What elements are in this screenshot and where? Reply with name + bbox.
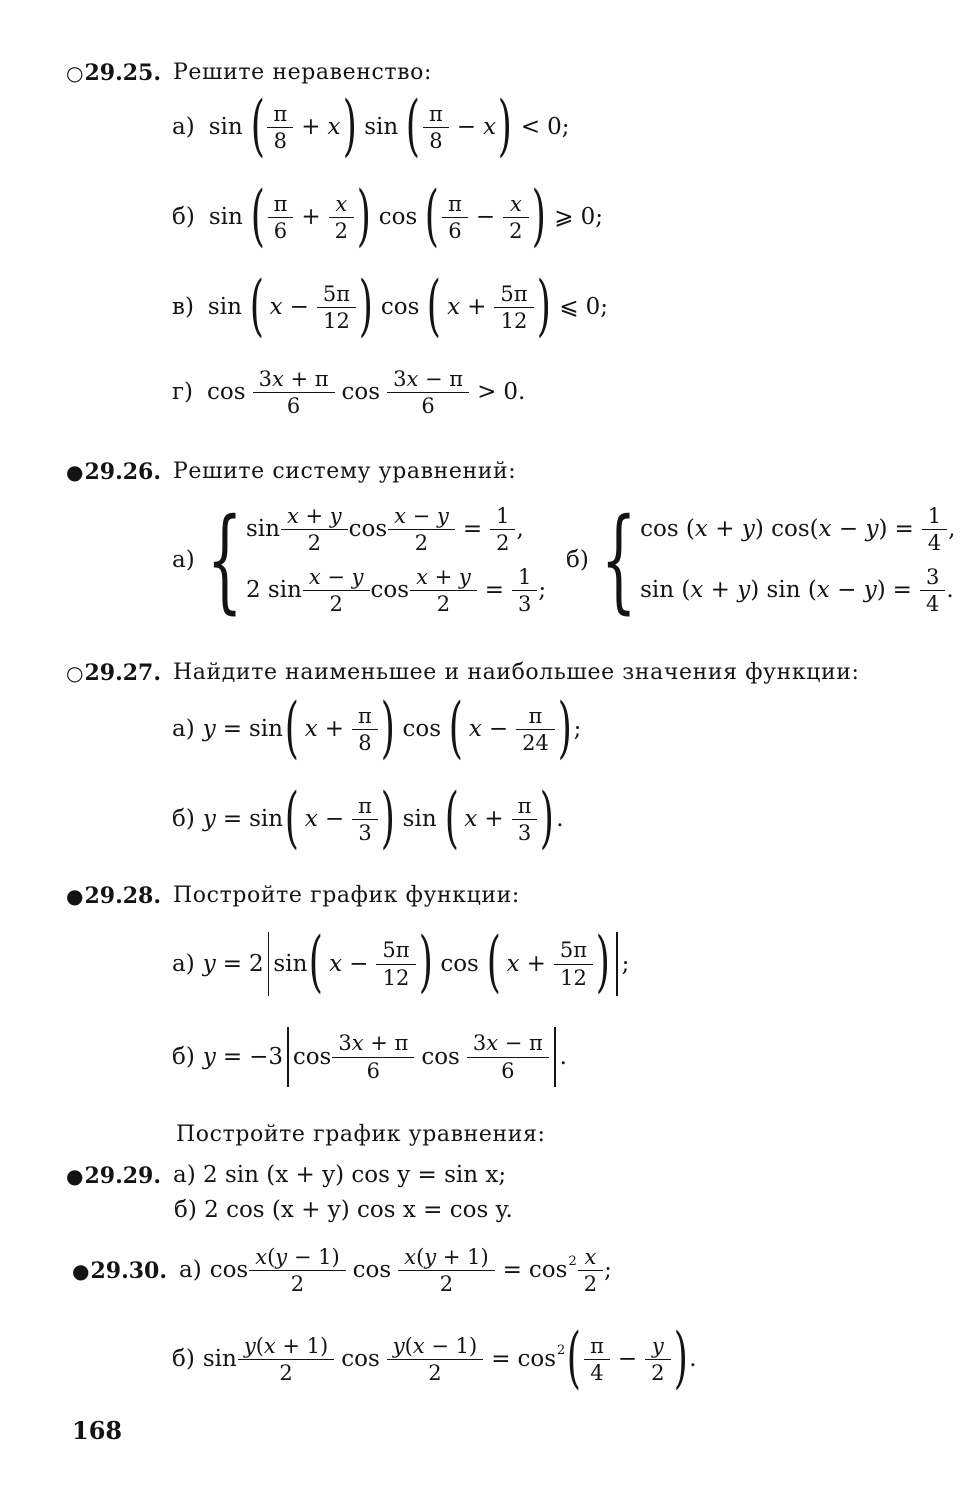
item-label: а) bbox=[172, 114, 195, 141]
item-label: б) bbox=[566, 546, 589, 573]
problem-number: 29.29. bbox=[84, 1162, 162, 1189]
page-number: 168 bbox=[72, 1416, 123, 1445]
item-label: б) bbox=[172, 806, 195, 833]
problem-mark: ● bbox=[66, 884, 84, 908]
item-label: г) bbox=[172, 379, 194, 406]
problem-29-27-header bbox=[66, 662, 860, 684]
section-intro: Постройте график уравнения: bbox=[176, 1122, 546, 1147]
problem-number: 29.26. bbox=[84, 459, 162, 485]
problem-29-25-b: б) sin ( $\frac{\pi}{6}$ + $\frac{x}{2}$ ) cos ( $\frac{\pi}{6}$ − $\frac{x}{2}$ ) ⩾ 0; bbox=[172, 177, 603, 254]
problem-mark: ○ bbox=[66, 61, 84, 85]
problem-mark: ○ bbox=[66, 661, 84, 685]
problem-29-30-a: ● 29.30. а) cos $\frac{x(y - 1)}{2}$ cos $\frac{x(y + 1)}{2}$ = cos 2 $\frac{x}{2}$ ; bbox=[72, 1245, 612, 1297]
problem-heading: Найдите наименьшее и наибольшее значения функции: bbox=[173, 660, 860, 685]
item-text: б) 2 cos (x + y) cos x = cos y. bbox=[174, 1197, 513, 1223]
problem-29-25-a: а) sin ( $\frac{\pi}{8}$ + x ) sin ( $\frac{\pi}{8}$ − x ) < 0; bbox=[172, 87, 570, 164]
problem-29-28-header bbox=[66, 885, 520, 907]
item-label: б) bbox=[172, 1043, 195, 1070]
item-label: а) bbox=[172, 950, 195, 977]
problem-29-25-header bbox=[66, 62, 432, 84]
item-label: б) bbox=[172, 1346, 195, 1373]
problem-29-26-header bbox=[66, 461, 516, 483]
problem-29-29-a bbox=[66, 1164, 506, 1187]
problem-29-26-a: а) { sin $\frac{x + y}{2}$ cos $\frac{x - y}{2}$ = $\frac{1}{2}$ , 2 sin $\frac{x - y}{2}$ cos $\frac{x + y}{2}$ = $\frac{1}{3}$ ; bbox=[172, 495, 547, 625]
problem-29-25-c: в) sin ( x − $\frac{5\pi}{12}$ ) cos ( x + $\frac{5\pi}{12}$ ) ⩽ 0; bbox=[172, 267, 608, 344]
item-text: а) 2 sin (x + y) cos y = sin x; bbox=[173, 1162, 507, 1188]
problem-heading: Решите неравенство: bbox=[173, 60, 433, 85]
problem-29-28-a: а) y = 2 sin ( x − $\frac{5\pi}{12}$ ) cos ( x + $\frac{5\pi}{12}$ ) ; bbox=[172, 923, 630, 1001]
problem-29-30-b: б) sin $\frac{y(x + 1)}{2}$ cos $\frac{y(x - 1)}{2}$ = cos 2 ( $\frac{\pi}{4}$ − $\frac{y}{2}$ ) . bbox=[172, 1319, 697, 1396]
problem-mark: ● bbox=[66, 460, 84, 484]
problem-29-29-b bbox=[174, 1199, 513, 1222]
item-label: а) bbox=[172, 546, 195, 573]
item-label: б) bbox=[172, 204, 195, 231]
fraction: $\frac{\pi}{8}$ bbox=[270, 103, 290, 152]
problem-29-27-a: а) y = sin ( x + $\frac{\pi}{8}$ ) cos ( x − $\frac{\pi}{24}$ ) ; bbox=[172, 689, 582, 766]
problem-mark: ● bbox=[66, 1163, 84, 1188]
item-label: а) bbox=[172, 716, 195, 743]
problem-number: 29.30. bbox=[90, 1257, 168, 1284]
problem-29-28-b: б) y = −3 cos $\frac{3x + \pi}{6}$ cos $\frac{3x - \pi}{6}$ . bbox=[172, 1027, 567, 1087]
problem-number: 29.28. bbox=[84, 883, 162, 909]
item-label: а) bbox=[179, 1257, 202, 1284]
problem-mark: ● bbox=[72, 1258, 90, 1283]
problem-number: 29.25. bbox=[84, 60, 162, 86]
problem-29-25-d: г) cos $\frac{3x + \pi}{6}$ cos $\frac{3x - \pi}{6}$ > 0. bbox=[172, 367, 526, 419]
problem-29-27-b: б) y = sin ( x − $\frac{\pi}{3}$ ) sin ( x + $\frac{\pi}{3}$ ) . bbox=[172, 779, 564, 856]
formula-text: sin bbox=[208, 114, 243, 141]
problem-number: 29.27. bbox=[84, 660, 162, 686]
problem-heading: Решите систему уравнений: bbox=[173, 459, 517, 484]
problem-29-26-b: б) { cos (x + y) cos(x − y) = $\frac{1}{4}$ , sin (x + y) sin (x − y) = $\frac{3}{4}$ . bbox=[566, 495, 956, 625]
item-label: в) bbox=[172, 294, 194, 321]
problem-heading: Постройте график функции: bbox=[173, 883, 520, 908]
